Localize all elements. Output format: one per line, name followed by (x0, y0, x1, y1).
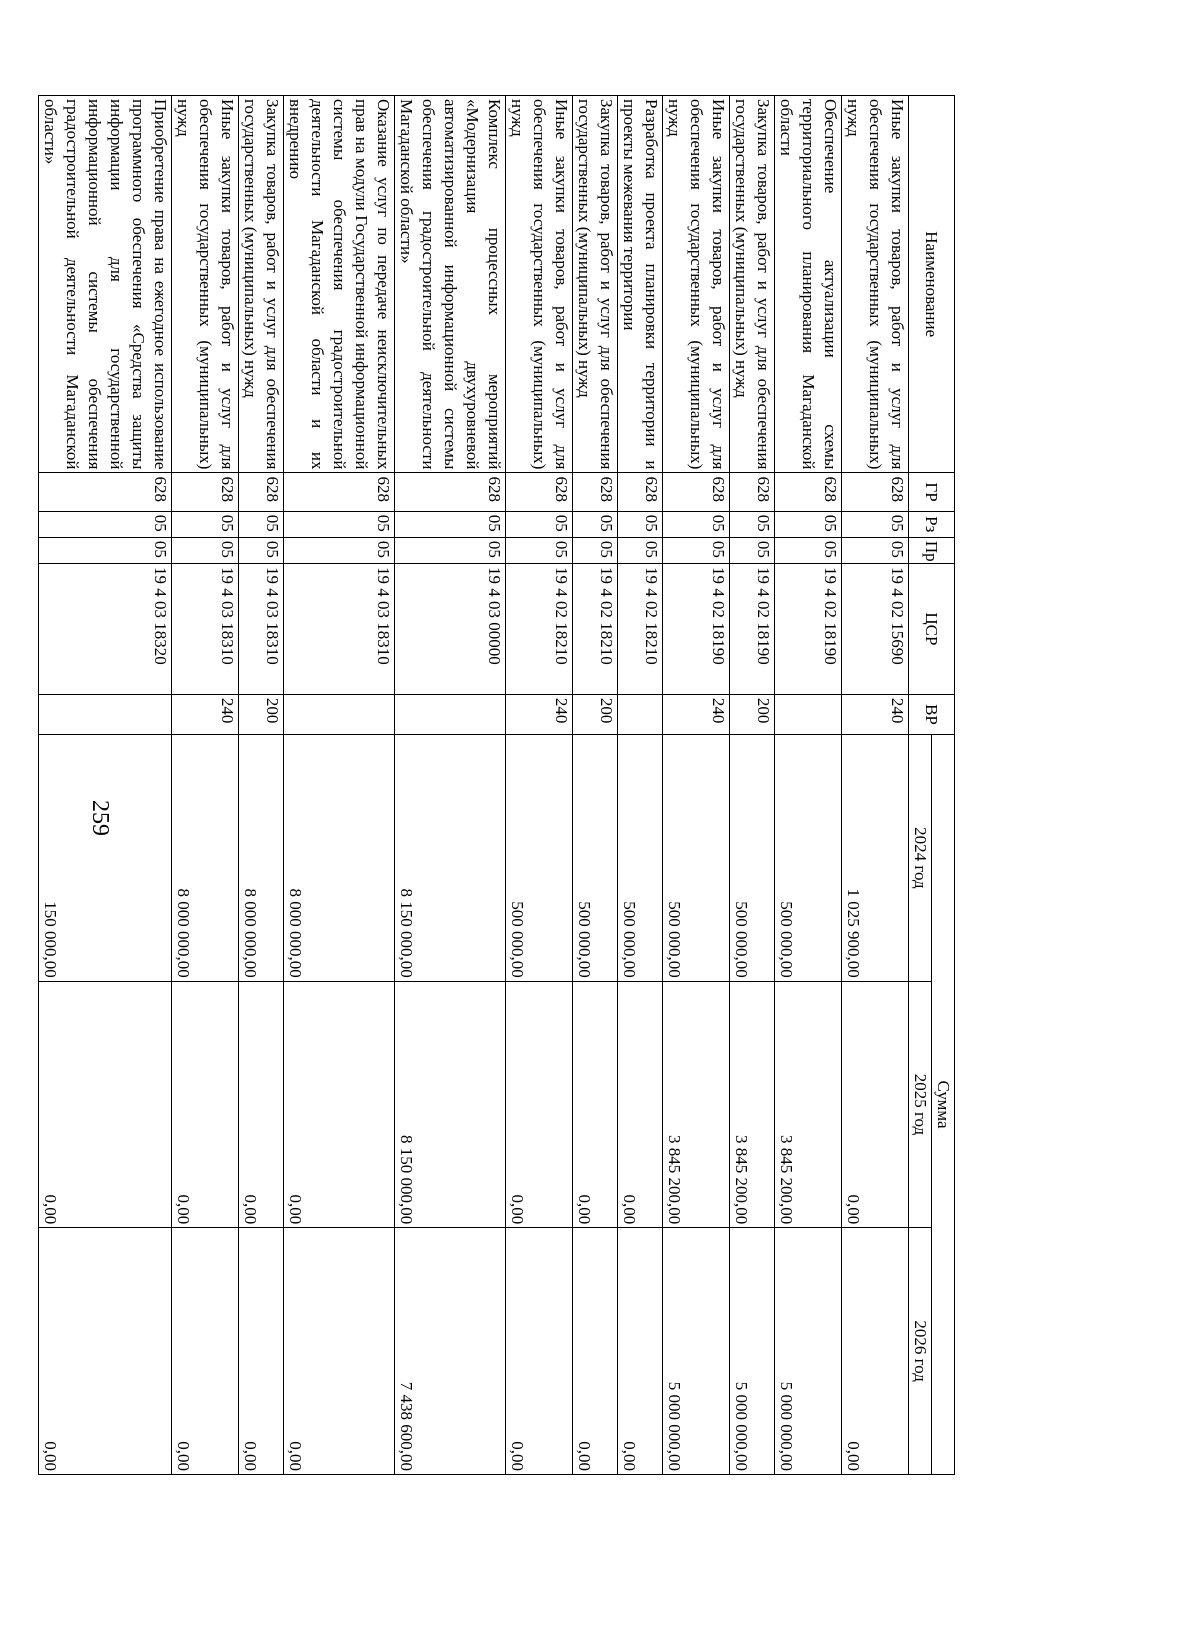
header-gr: ГР (909, 473, 955, 511)
cell-2024: 500 000,00 (730, 735, 775, 982)
cell-2026: 5 000 000,00 (730, 1228, 775, 1475)
cell-gr: 628 (573, 473, 618, 511)
cell-2025: 0,00 (506, 981, 573, 1228)
cell-2025: 0,00 (842, 981, 909, 1228)
cell-csr: 19 4 03 18310 (172, 564, 239, 695)
header-2025: 2025 год (909, 981, 932, 1228)
cell-rz: 05 (842, 511, 909, 537)
cell-gr: 628 (172, 473, 239, 511)
cell-2024: 8 000 000,00 (284, 735, 395, 982)
cell-csr: 19 4 03 00000 (395, 564, 506, 695)
cell-gr: 628 (39, 473, 172, 511)
cell-name: Иные закупки товаров, работ и услуг для обеспечения государственных (муниципальных) нужд (663, 96, 730, 473)
cell-name: Оказание услуг по передаче неисключительных прав на модули Государственной информационной системы обеспечения градостроительной деятельности Магаданской области и их внедрению (284, 96, 395, 473)
cell-csr: 19 4 03 18310 (239, 564, 284, 695)
header-2024: 2024 год (909, 735, 932, 982)
cell-2025: 0,00 (573, 981, 618, 1228)
cell-2025: 0,00 (239, 981, 284, 1228)
cell-csr: 19 4 02 18210 (573, 564, 618, 695)
table-row (618, 96, 663, 1475)
cell-2024: 150 000,00 (39, 735, 172, 982)
table-row (730, 96, 775, 1475)
cell-vr (618, 694, 663, 734)
cell-2024: 500 000,00 (663, 735, 730, 982)
cell-csr: 19 4 02 18190 (775, 564, 842, 695)
cell-rz: 05 (284, 511, 395, 537)
cell-rz: 05 (239, 511, 284, 537)
cell-rz: 05 (775, 511, 842, 537)
cell-vr: 200 (730, 694, 775, 734)
cell-pr: 05 (663, 537, 730, 563)
cell-vr (395, 694, 506, 734)
table-row (842, 96, 909, 1475)
cell-name: Закупка товаров, работ и услуг для обеспечения государственных (муниципальных) нужд (730, 96, 775, 473)
header-2026: 2026 год (909, 1228, 932, 1475)
cell-name: Приобретение права на ежегодное использование программного обеспечения «Средства защиты информации для государственной информационной системы обеспечения градостроительной деятельности Магаданской области» (39, 96, 172, 473)
cell-csr: 19 4 03 18320 (39, 564, 172, 695)
cell-name: Обеспечение актуализации схемы территориального планирования Магаданской области (775, 96, 842, 473)
header-vr: ВР (909, 694, 955, 734)
table-row (239, 96, 284, 1475)
cell-rz: 05 (730, 511, 775, 537)
cell-2025: 3 845 200,00 (730, 981, 775, 1228)
cell-vr (775, 694, 842, 734)
cell-2024: 8 000 000,00 (239, 735, 284, 982)
cell-pr: 05 (506, 537, 573, 563)
budget-table-rotated (41, 95, 955, 1475)
table-row (775, 96, 842, 1475)
cell-2026: 0,00 (573, 1228, 618, 1475)
cell-name: Иные закупки товаров, работ и услуг для обеспечения государственных (муниципальных) нужд (506, 96, 573, 473)
cell-rz: 05 (663, 511, 730, 537)
cell-vr: 240 (842, 694, 909, 734)
table-header (909, 96, 955, 1475)
cell-2025: 0,00 (284, 981, 395, 1228)
cell-rz: 05 (618, 511, 663, 537)
cell-2025: 3 845 200,00 (663, 981, 730, 1228)
cell-rz: 05 (172, 511, 239, 537)
table-row (506, 96, 573, 1475)
cell-2026: 0,00 (172, 1228, 239, 1475)
cell-gr: 628 (730, 473, 775, 511)
cell-rz: 05 (573, 511, 618, 537)
cell-name: Иные закупки товаров, работ и услуг для обеспечения государственных (муниципальных) нужд (842, 96, 909, 473)
cell-2025: 0,00 (39, 981, 172, 1228)
cell-rz: 05 (39, 511, 172, 537)
cell-2026: 0,00 (506, 1228, 573, 1475)
cell-pr: 05 (172, 537, 239, 563)
cell-2025: 0,00 (172, 981, 239, 1228)
cell-gr: 628 (842, 473, 909, 511)
table-row (284, 96, 395, 1475)
cell-pr: 05 (842, 537, 909, 563)
cell-vr (284, 694, 395, 734)
budget-table (38, 95, 955, 1475)
cell-2026: 0,00 (842, 1228, 909, 1475)
cell-gr: 628 (618, 473, 663, 511)
cell-2024: 500 000,00 (618, 735, 663, 982)
cell-2026: 0,00 (39, 1228, 172, 1475)
cell-2024: 500 000,00 (775, 735, 842, 982)
cell-gr: 628 (775, 473, 842, 511)
cell-pr: 05 (284, 537, 395, 563)
cell-gr: 628 (239, 473, 284, 511)
header-sum: Сумма (932, 735, 955, 1475)
cell-pr: 05 (573, 537, 618, 563)
table-row (395, 96, 506, 1475)
cell-2026: 5 000 000,00 (663, 1228, 730, 1475)
cell-gr: 628 (284, 473, 395, 511)
cell-vr: 200 (239, 694, 284, 734)
cell-2024: 500 000,00 (573, 735, 618, 982)
table-row (39, 96, 172, 1475)
cell-csr: 19 4 02 18210 (506, 564, 573, 695)
cell-csr: 19 4 02 18210 (618, 564, 663, 695)
cell-gr: 628 (663, 473, 730, 511)
cell-2026: 0,00 (284, 1228, 395, 1475)
cell-csr: 19 4 02 18190 (730, 564, 775, 695)
cell-pr: 05 (395, 537, 506, 563)
table-row (663, 96, 730, 1475)
header-pr: Пр (909, 537, 955, 563)
cell-2026: 7 438 600,00 (395, 1228, 506, 1475)
cell-2025: 3 845 200,00 (775, 981, 842, 1228)
table-body (39, 96, 909, 1475)
cell-2026: 0,00 (618, 1228, 663, 1475)
cell-2024: 500 000,00 (506, 735, 573, 982)
cell-vr: 240 (663, 694, 730, 734)
table-row (172, 96, 239, 1475)
cell-name: Разработка проекта планировки территории и проекты межевания территории (618, 96, 663, 473)
cell-gr: 628 (506, 473, 573, 511)
cell-pr: 05 (39, 537, 172, 563)
cell-2024: 1 025 900,00 (842, 735, 909, 982)
cell-2024: 8 000 000,00 (172, 735, 239, 982)
cell-csr: 19 4 02 15690 (842, 564, 909, 695)
header-name: Наименование (909, 96, 955, 473)
cell-pr: 05 (239, 537, 284, 563)
table-row (573, 96, 618, 1475)
cell-name: Закупка товаров, работ и услуг для обеспечения государственных (муниципальных) нужд (573, 96, 618, 473)
header-rz: Рз (909, 511, 955, 537)
cell-name: Закупка товаров, работ и услуг для обеспечения государственных (муниципальных) нужд (239, 96, 284, 473)
cell-rz: 05 (506, 511, 573, 537)
cell-2026: 0,00 (239, 1228, 284, 1475)
cell-vr (39, 694, 172, 734)
cell-pr: 05 (618, 537, 663, 563)
cell-pr: 05 (775, 537, 842, 563)
cell-vr: 200 (573, 694, 618, 734)
cell-vr: 240 (506, 694, 573, 734)
cell-pr: 05 (730, 537, 775, 563)
cell-vr: 240 (172, 694, 239, 734)
cell-2026: 5 000 000,00 (775, 1228, 842, 1475)
cell-rz: 05 (395, 511, 506, 537)
page-number: 259 (87, 800, 113, 836)
cell-2025: 8 150 000,00 (395, 981, 506, 1228)
cell-csr: 19 4 02 18190 (663, 564, 730, 695)
cell-gr: 628 (395, 473, 506, 511)
cell-csr: 19 4 03 18310 (284, 564, 395, 695)
cell-name: Комплекс процессных мероприятий «Модернизация двухуровневой автоматизированной информационной системы обеспечения градостроительной деятельности Магаданской области» (395, 96, 506, 473)
cell-2025: 0,00 (618, 981, 663, 1228)
cell-name: Иные закупки товаров, работ и услуг для обеспечения государственных (муниципальных) нужд (172, 96, 239, 473)
header-csr: ЦСР (909, 564, 955, 695)
cell-2024: 8 150 000,00 (395, 735, 506, 982)
